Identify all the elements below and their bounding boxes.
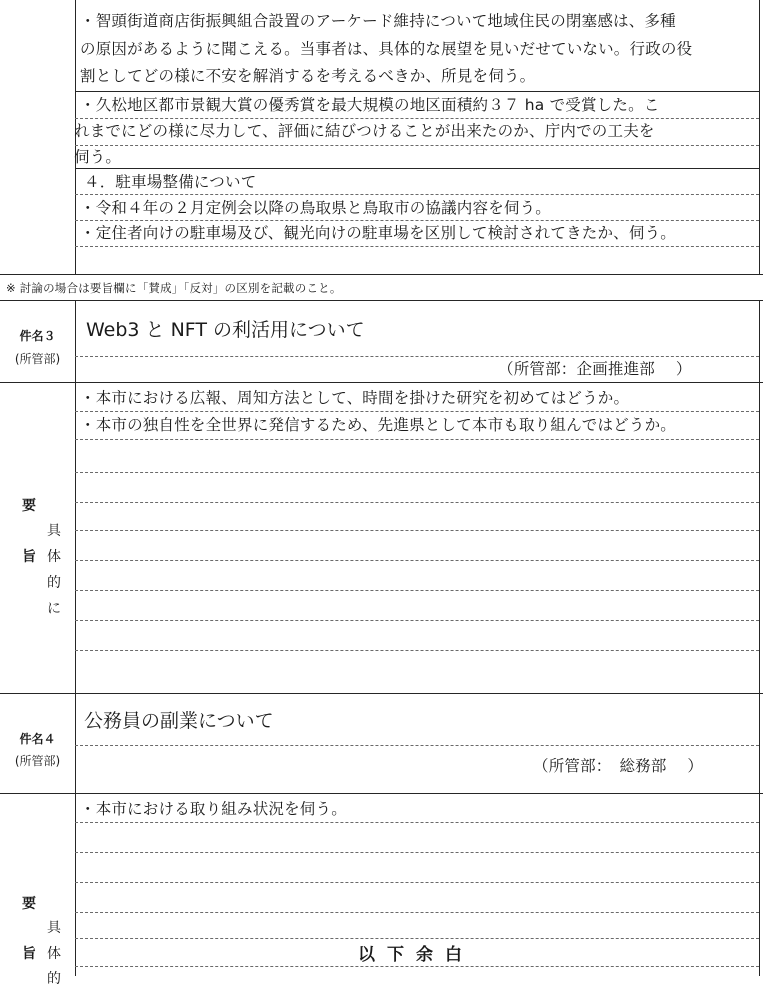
item4-label: 件名４: [19, 732, 56, 746]
item3-top-border: [0, 300, 763, 301]
item4-dept: （所管部： 総務部 ）: [533, 757, 704, 775]
top-dash-5: [75, 246, 759, 247]
top-bottom-border: [0, 274, 763, 275]
item3-bottom-border: [0, 693, 763, 694]
item3-dash-6: [75, 560, 759, 561]
item4-label-divider: [75, 693, 76, 976]
item3-yo: 要: [22, 498, 36, 514]
top-text-line-5: れまでにどの様に尽力して、評価に結びつけることが出来たのか、庁内での工夫を: [74, 122, 655, 140]
item4-title-dash: [75, 745, 759, 746]
item4-dash-3: [75, 882, 759, 883]
item3-gu: 具: [47, 523, 61, 539]
item3-dept: （所管部：企画推進部 ）: [498, 360, 692, 378]
item4-dash-1: [75, 822, 759, 823]
item4-point-1: ・本市における取り組み状況を伺う。: [80, 800, 347, 818]
item4-dash-2: [75, 852, 759, 853]
item3-dash-4: [75, 502, 759, 503]
item4-dash-6: [75, 966, 759, 967]
item3-ni: に: [47, 601, 61, 617]
item4-dash-4: [75, 912, 759, 913]
top-text-line-4: ・久松地区都市景観大賞の優秀賞を最大規模の地区面積約３７ ha で受賞した。こ: [80, 96, 660, 114]
item4-dash-5: [75, 938, 759, 939]
item3-teki: 的: [47, 575, 61, 591]
item4-shi: 旨: [22, 946, 36, 962]
top-text-line-1: ・智頭街道商店街振興組合設置のアーケード維持について地域住民の閉塞感は、多種: [80, 12, 676, 30]
item3-dash-7: [75, 590, 759, 591]
item4-header-bottom: [0, 793, 763, 794]
top-text-line-2: の原因があるように聞こえる。当事者は、具体的な展望を見いだせていない。行政の役: [80, 40, 693, 58]
parking-heading: ４．駐車場整備について: [84, 173, 257, 191]
item3-shi: 旨: [22, 549, 36, 565]
item3-right-border: [759, 300, 760, 693]
item4-teki: 的: [47, 971, 61, 987]
top-text-line-3: 割としてどの様に不安を解消するを考えるべきか、所見を伺う。: [80, 67, 536, 85]
item3-dash-3: [75, 472, 759, 473]
item3-point-1: ・本市における広報、周知方法として、時間を掛けた研究を初めてはどうか。: [80, 389, 630, 407]
top-text-line-8: ・令和４年の２月定例会以降の鳥取県と鳥取市の協議内容を伺う。: [80, 199, 552, 217]
item4-yo: 要: [22, 896, 36, 912]
top-dash-2: [75, 145, 759, 146]
item3-dash-2: [75, 439, 759, 440]
item3-header-bottom: [0, 382, 763, 383]
item3-label: 件名３: [19, 329, 56, 343]
item3-dept-label: (所管部): [14, 352, 61, 366]
item3-point-2: ・本市の独自性を全世界に発信するため、先進県として本市も取り組んではどうか。: [80, 416, 676, 434]
item4-gu: 具: [47, 920, 61, 936]
item3-label-divider: [75, 300, 76, 693]
item3-dash-8: [75, 620, 759, 621]
item3-dash-9: [75, 650, 759, 651]
item3-dash-5: [75, 530, 759, 531]
note-text: ※ 討論の場合は要旨欄に「賛成」「反対」の区別を記載のこと。: [6, 281, 342, 295]
closing-remark: 以下余白: [358, 945, 474, 965]
top-text-line-6: 伺う。: [74, 148, 122, 166]
item4-dept-label: (所管部): [14, 754, 61, 768]
item4-right-border: [759, 693, 760, 976]
top-right-border: [759, 0, 760, 274]
item4-tai: 体: [47, 946, 61, 962]
item4-title: 公務員の副業について: [84, 710, 274, 732]
item3-tai: 体: [47, 549, 61, 565]
top-text-line-9: ・定住者向けの駐車場及び、観光向けの駐車場を区別して検討されてきたか、伺う。: [80, 224, 676, 242]
item3-title: Web3 と NFT の利活用について: [86, 319, 365, 341]
